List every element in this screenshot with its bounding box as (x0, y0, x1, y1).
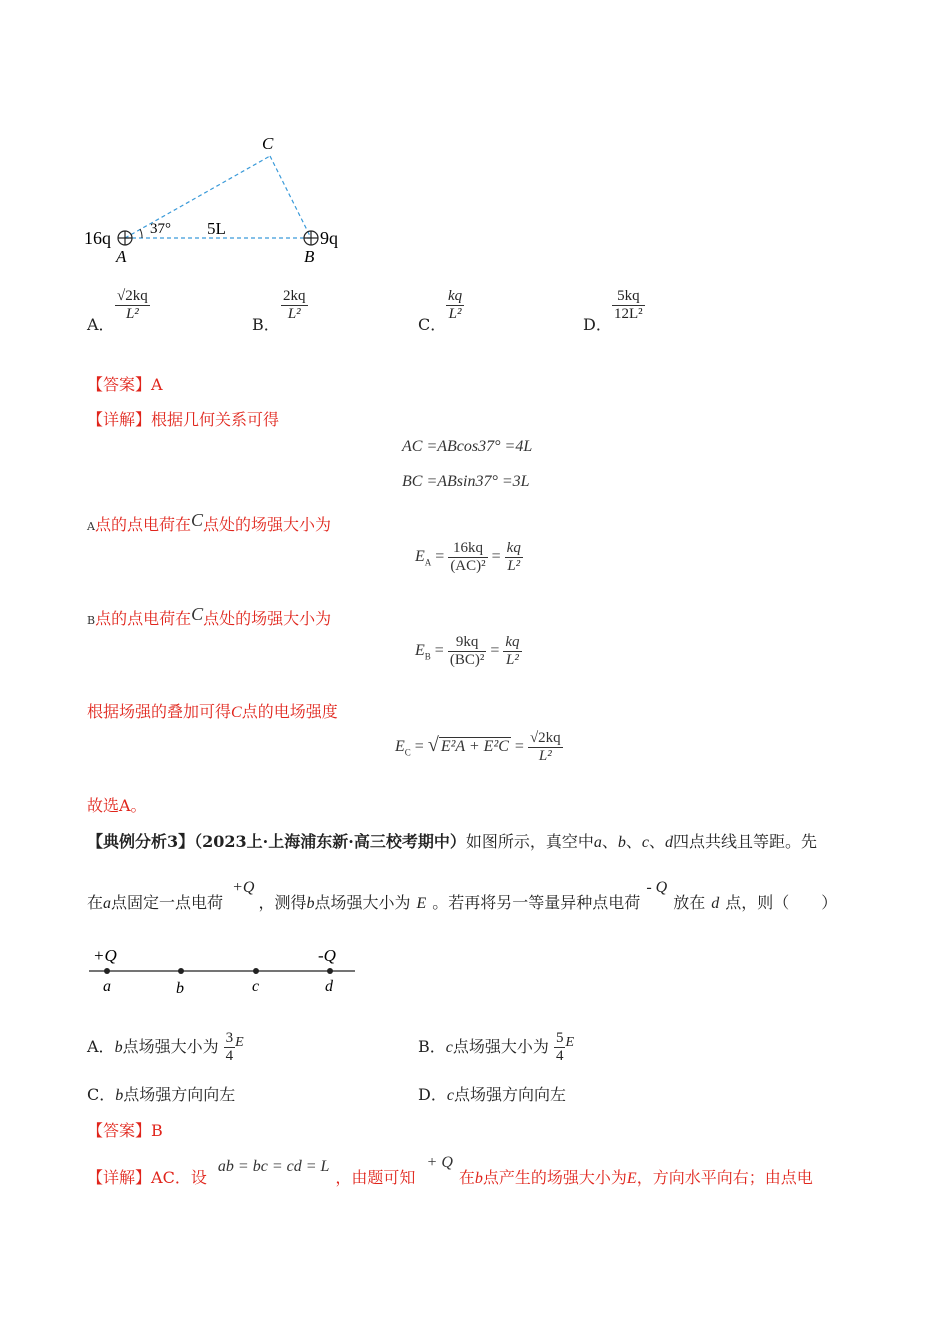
plus-q-label: +Q (93, 946, 117, 965)
option-a[interactable]: A． (87, 315, 115, 334)
detail-1-intro: 【详解】根据几何关系可得 (87, 410, 280, 429)
label-c: c (252, 978, 260, 995)
ex3-option-c[interactable]: C．b点场强方向向左 (87, 1085, 236, 1104)
number-line-figure (85, 942, 365, 1002)
label-a: a (103, 978, 111, 995)
answer-1: 【答案】A (87, 375, 163, 394)
superposition-line: 根据场强的叠加可得C点的电场强度 (87, 702, 338, 721)
point-a (104, 968, 110, 974)
line-b-field: B点的点电荷在C点处的场强大小为 (87, 604, 332, 628)
point-d (327, 968, 333, 974)
eq-ac: AC =ABcos37° =4L (402, 438, 533, 455)
option-c-frac: $\frac{kq}{\text{L²}}$ (448, 288, 463, 322)
eq-ec: $E_C$ = √ E²A + E²C = $\frac{√2kq}{\text{L²}}$ (395, 730, 561, 764)
line-ac (125, 156, 270, 238)
side-label: 5L (207, 219, 226, 238)
option-d-frac: $\frac{5kq}{\text{12L²}}$ (614, 288, 643, 322)
charge-b-label: 9q (320, 228, 338, 248)
triangle-figure (80, 130, 360, 270)
eq-eb: $E_B$ = $\frac{9kq}{\text{(BC)²}}$ = $\frac{kq}{\text{L²}}$ (415, 634, 520, 668)
option-c[interactable]: C． (418, 315, 447, 334)
line-a-field: A点的点电荷在C点处的场强大小为 (87, 510, 331, 534)
example3-line2: 在a点固定一点电荷 +Q，测得b点场强大小为 E 。若再将另一等量异种点电荷- Q放在 d 点，则（ ） (87, 879, 838, 912)
detail-2: 【详解】AC．设 ab = bc = cd = L，由题可知 + Q在b点产生的场强大小为E，方向水平向右；由点电 (87, 1154, 813, 1187)
ex3-option-d[interactable]: D．c点场强方向向左 (418, 1085, 566, 1104)
option-b[interactable]: B． (252, 315, 280, 334)
answer-2: 【答案】B (87, 1121, 163, 1140)
ex3-option-b[interactable]: B．c点场强大小为 $\frac{5}{4}$ E (418, 1030, 575, 1064)
label-c: C (262, 134, 274, 153)
point-b (178, 968, 184, 974)
label-b: b (176, 980, 184, 997)
option-b-frac: $\frac{2kq}{\text{L²}}$ (283, 288, 306, 322)
point-c (253, 968, 259, 974)
minus-q-label: -Q (318, 946, 336, 965)
ex3-option-a[interactable]: A．b点场强大小为 $\frac{3}{4}$ E (87, 1030, 244, 1064)
option-a-frac: $\frac{√2kq}{\text{L²}}$ (117, 288, 148, 322)
option-d[interactable]: D． (583, 315, 612, 334)
eq-bc: BC =ABsin37° =3L (402, 473, 530, 490)
label-a: A (116, 247, 127, 266)
label-b: B (304, 247, 315, 266)
eq-ea: $E_A$ = $\frac{16kq}{\text{(AC)²}}$ = $\frac{kq}{\text{L²}}$ (415, 540, 521, 574)
example3-line1: 【典例分析3】（2023上·上海浦东新·高三校考期中）如图所示，真空中a、b、c、d四点共线且等距。先 (87, 832, 818, 851)
charge-a-label: 16q (84, 228, 111, 248)
line-bc (270, 156, 311, 238)
angle-arc (140, 229, 142, 238)
conclusion-1: 故选A。 (87, 796, 147, 815)
label-d: d (325, 978, 333, 995)
angle-label: 37° (150, 221, 171, 237)
